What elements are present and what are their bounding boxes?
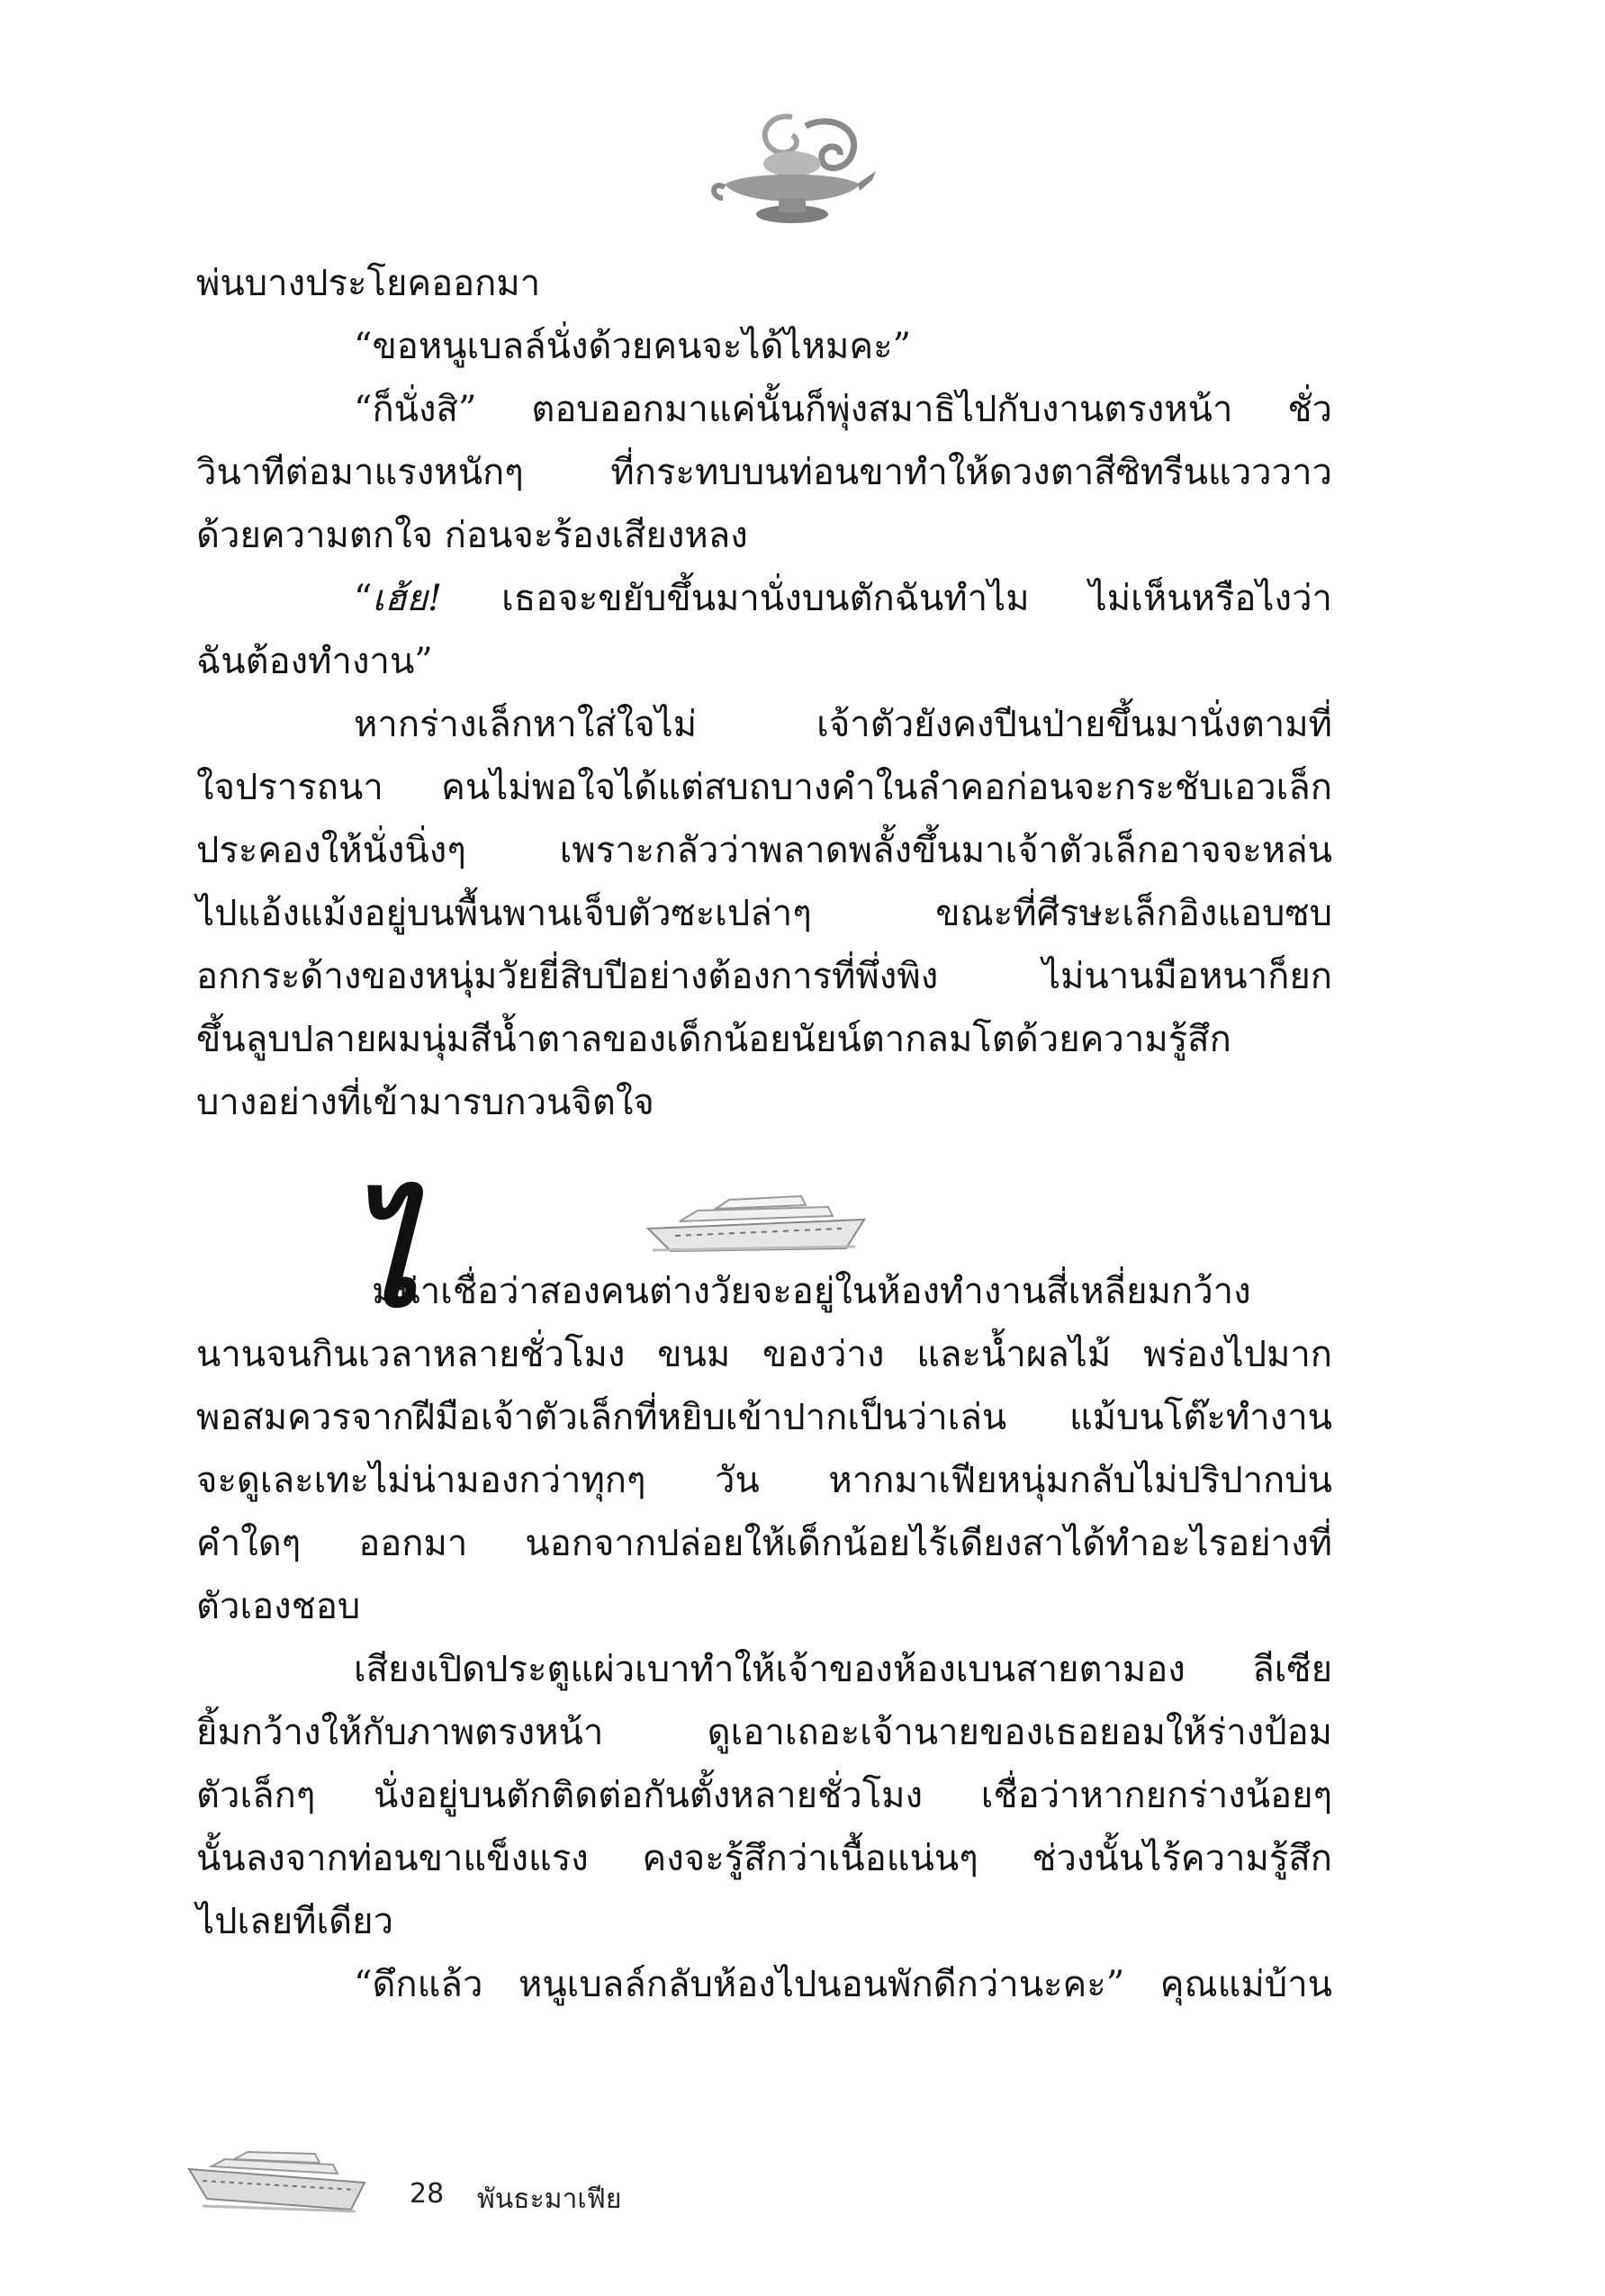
book-title: พันธะมาเฟีย — [477, 2183, 622, 2215]
text-line: นานจนกินเวลาหลายชั่วโมง ขนม ของว่าง และน้ำผลไม้ พร่องไปมาก — [196, 1334, 1332, 1375]
text-line: อกกระด้างของหนุ่มวัยยี่สิบปีอย่างต้องการที่พึ่งพิง ไม่นานมือหนาก็ยก — [196, 956, 1332, 997]
text-line: ไปแอ้งแม้งอยู่บนพื้นพานเจ็บตัวซะเปล่าๆ ขณะที่ศีรษะเล็กอิงแอบซบ — [196, 893, 1332, 934]
text-line: ฉันต้องทำงาน” — [196, 641, 433, 682]
text-line: ประคองให้นั่งนิ่งๆ เพราะกลัวว่าพลาดพลั้งขึ้นมาเจ้าตัวเล็กอาจจะหล่น — [196, 830, 1332, 871]
cruise-ship-icon — [644, 1184, 869, 1256]
text-line: “ก็นั่งสิ” ตอบออกมาแค่นั้นก็พุ่งสมาธิไปกับงานตรงหน้า ชั่ว — [354, 389, 1332, 430]
text-line: ไปเลยทีเดียว — [196, 1901, 394, 1942]
cruise-ship-icon — [185, 2147, 378, 2214]
drop-cap: ไ — [349, 1179, 418, 1337]
text-line: ตัวเองชอบ — [196, 1586, 361, 1627]
text-line: วินาทีต่อมาแรงหนักๆ ที่กระทบบนท่อนขาทำให้ดวงตาสีซิทรีนแวววาว — [196, 452, 1332, 493]
genie-lamp-icon — [707, 108, 878, 234]
text-line: พ่นบางประโยคออกมา — [196, 263, 541, 304]
text-line: “ขอหนูเบลล์นั่งด้วยคนจะได้ไหมคะ” — [354, 326, 912, 367]
text-line — [196, 572, 1332, 626]
text-line: เสียงเปิดประตูแผ่วเบาทำให้เจ้าของห้องเบนสายตามอง ลีเซีย — [354, 1649, 1332, 1690]
text-line-rest: เธอจะขยับขึ้นมานั่งบนตักฉันทำไม ไม่เห็นหรือไงว่า — [442, 578, 1332, 619]
text-line: นั้นลงจากท่อนขาแข็งแรง คงจะรู้สึกว่าเนื้อแน่นๆ ช่วงนั้นไร้ความรู้สึก — [196, 1838, 1332, 1879]
text-line: บางอย่างที่เข้ามารบกวนจิตใจ — [196, 1082, 654, 1123]
text-line: “ดึกแล้ว หนูเบลล์กลับห้องไปนอนพักดีกว่านะคะ” คุณแม่บ้าน — [354, 1964, 1332, 2005]
text-line: จะดูเละเทะไม่น่ามองกว่าทุกๆ วัน หากมาเฟียหนุ่มกลับไม่ปริปากบ่น — [196, 1460, 1332, 1501]
text-line: พอสมควรจากฝีมือเจ้าตัวเล็กที่หยิบเข้าปากเป็นว่าเล่น แม้บนโต๊ะทำงาน — [196, 1397, 1332, 1438]
text-line: คำใดๆ ออกมา นอกจากปล่อยให้เด็กน้อยไร้เดียงสาได้ทำอะไรอย่างที่ — [196, 1523, 1332, 1564]
open-quote: “ — [354, 578, 373, 619]
text-line: หากร่างเล็กหาใส่ใจไม่ เจ้าตัวยังคงปีนป่ายขึ้นมานั่งตามที่ — [354, 704, 1332, 745]
text-line: ม่น่าเชื่อว่าสองคนต่างวัยจะอยู่ในห้องทำงานสี่เหลี่ยมกว้าง — [372, 1271, 1251, 1312]
text-line: ยิ้มกว้างให้กับภาพตรงหน้า ดูเอาเถอะเจ้านายของเธอยอมให้ร่างป้อม — [196, 1712, 1332, 1753]
text-line: ขึ้นลูบปลายผมนุ่มสีน้ำตาลของเด็กน้อยนัยน์ตากลมโตด้วยความรู้สึก — [196, 1019, 1231, 1060]
text-line: ตัวเล็กๆ นั่งอยู่บนตักติดต่อกันตั้งหลายชั่วโมง เชื่อว่าหากยกร่างน้อยๆ — [196, 1775, 1332, 1816]
text-line: ด้วยความตกใจ ก่อนจะร้องเสียงหลง — [196, 515, 748, 556]
text-line: ใจปรารถนา คนไม่พอใจได้แต่สบถบางคำในลำคอก่อนจะกระชับเอวเล็ก — [196, 767, 1332, 808]
exclamation: เฮ้ย! — [372, 578, 443, 619]
page-number: 28 — [410, 2178, 445, 2210]
